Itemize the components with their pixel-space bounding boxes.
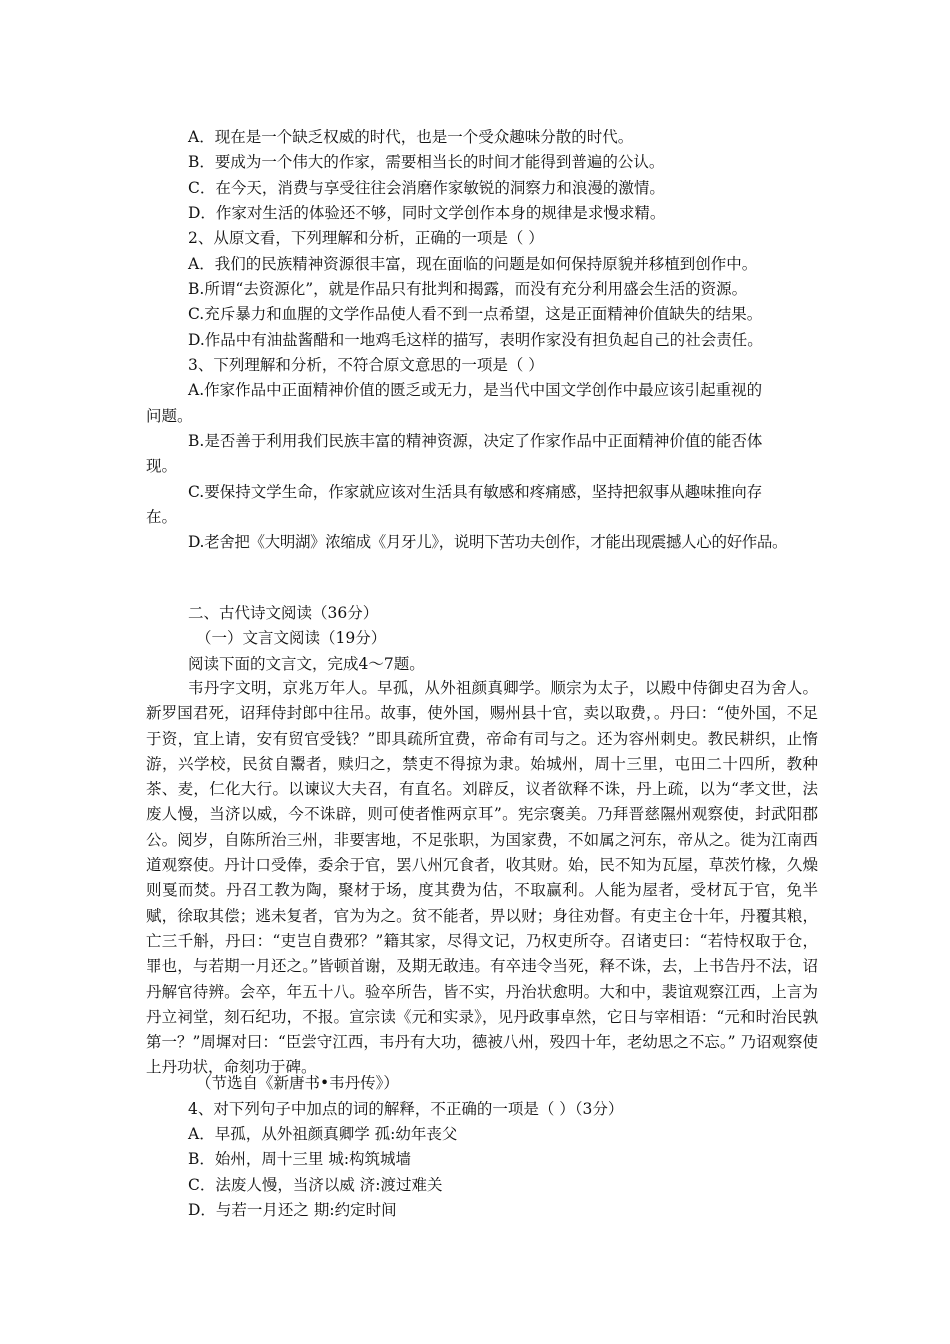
q4-option-d: D．与若一月还之 期:约定时间 [188, 1201, 397, 1219]
sub-heading: （一）文言文阅读（19分） [196, 629, 387, 647]
q3-stem: 3、下列理解和分析，不符合原文意思的一项是（ ） [188, 356, 544, 374]
q2-option-a: A．我们的民族精神资源很丰富，现在面临的问题是如何保持原貌并移植到创作中。 [188, 255, 758, 273]
q2-option-c: C.充斥暴力和血腥的文学作品使人看不到一点希望，这是正面精神价值缺失的结果。 [188, 305, 763, 323]
q3-option-b-line2: 现。 [146, 457, 178, 475]
q3-option-d: D.老舍把《大明湖》浓缩成《月牙儿》，说明下苦功夫创作，才能出现震撼人心的好作品。 [188, 533, 788, 551]
q2-stem: 2、从原文看，下列理解和分析，正确的一项是（ ） [188, 229, 544, 247]
q1-option-d: D．作家对生活的体验还不够，同时文学创作本身的规律是求慢求精。 [188, 204, 666, 222]
q4-option-b: B．始州，周十三里 城:构筑城墙 [188, 1150, 412, 1168]
passage-source: （节选自《新唐书•韦丹传》） [196, 1074, 399, 1092]
q3-option-a-line2: 问题。 [146, 407, 193, 425]
classical-passage: 韦丹字文明，京兆万年人。早孤，从外祖颜真卿学。顺宗为太子，以殿中侍御史召为舍人。新罗国君死，诏拜侍封郎中往吊。故事，使外国，赐州县十官，卖以取费，。丹曰：“使外国，不足于资，宜上请，安有贸官受钱？”即具疏所宜费，帝命有司与之。还为容州刺史。教民耕织，止惰游，兴学校，民贫自鬻者，赎归之，禁吏不得掠为隶。始城州，周十三里，屯田二十四所，教种茶、麦，仁化大行。以谏议大夫召，有直名。刘辟反，议者欲释不诛，丹上疏，以为“孝文世，法废人慢，当济以威，今不诛辟，则可使者惟两京耳”。宪宗褒美。乃拜晋慈隰州观察使，封武阳郡公。阅岁，自陈所治三州，非要害地，不足张职，为国家费，不如属之河东，帝从之。徙为江南西道观察使。丹计口受俸，委余于官，罢八州冗食者，收其财。始，民不知为瓦屋，草茨竹椽，久燥则戛而焚。丹召工教为陶，聚材于场，度其费为估，不取赢利。人能为屋者，受材瓦于官，免半赋，徐取其偿；逃未复者，官为为之。贫不能者，畀以财；身往劝督。有吏主仓十年，丹覆其粮，亡三千斛，丹曰：“吏岂自费邪？”籍其家，尽得文记，乃权吏所夺。召诸吏曰：“若恃权取于仓，罪也，与若期一月还之。”皆顿首谢，及期无敢违。有卒违令当死，释不诛，去，上书告丹不法，诏丹解官待辨。会卒，年五十八。验卒所告，皆不实，丹治状愈明。大和中，裴谊观察江西，上言为丹立祠堂，刻石纪功，不报。宣宗读《元和实录》，见丹政事卓然，它日与宰相语：“元和时治民孰第一？”周墀对曰：“臣尝守江西，韦丹有大功，德被八州，殁四十年，老幼思之不忘。” 乃诏观察使上丹功状，命刻功于碑。 [146, 679, 818, 1077]
q4-option-a: A．早孤，从外祖颜真卿学 孤:幼年丧父 [188, 1125, 458, 1143]
q2-option-d: D.作品中有油盐酱醋和一地鸡毛这样的描写，表明作家没有担负起自己的社会责任。 [188, 331, 763, 349]
q3-option-c-line1: C.要保持文学生命，作家就应该对生活具有敏感和疼痛感，坚持把叙事从趣味推向存 [188, 483, 763, 501]
q4-stem: 4、对下列句子中加点的词的解释，不正确的一项是（ ）（3分） [188, 1100, 624, 1118]
q1-option-b: B．要成为一个伟大的作家，需要相当长的时间才能得到普遍的公认。 [188, 153, 665, 171]
q1-option-c: C．在今天，消费与享受往往会消磨作家敏锐的洞察力和浪漫的激情。 [188, 179, 665, 197]
q3-option-a-line1: A.作家作品中正面精神价值的匮乏或无力，是当代中国文学创作中最应该引起重视的 [188, 381, 763, 399]
section-heading: 二、古代诗文阅读（36分） [188, 604, 379, 622]
q3-option-b-line1: B.是否善于利用我们民族丰富的精神资源，决定了作家作品中正面精神价值的能否体 [188, 432, 763, 450]
q1-option-a: A．现在是一个缺乏权威的时代，也是一个受众趣味分散的时代。 [188, 128, 634, 146]
q3-option-c-line2: 在。 [146, 508, 178, 526]
q2-option-b: B.所谓“去资源化”，就是作品只有批判和揭露，而没有充分利用盛会生活的资源。 [188, 280, 748, 298]
q4-option-c: C．法废人慢，当济以威 济:渡过难关 [188, 1176, 443, 1194]
reading-instruction: 阅读下面的文言文，完成4～7题。 [188, 655, 425, 673]
